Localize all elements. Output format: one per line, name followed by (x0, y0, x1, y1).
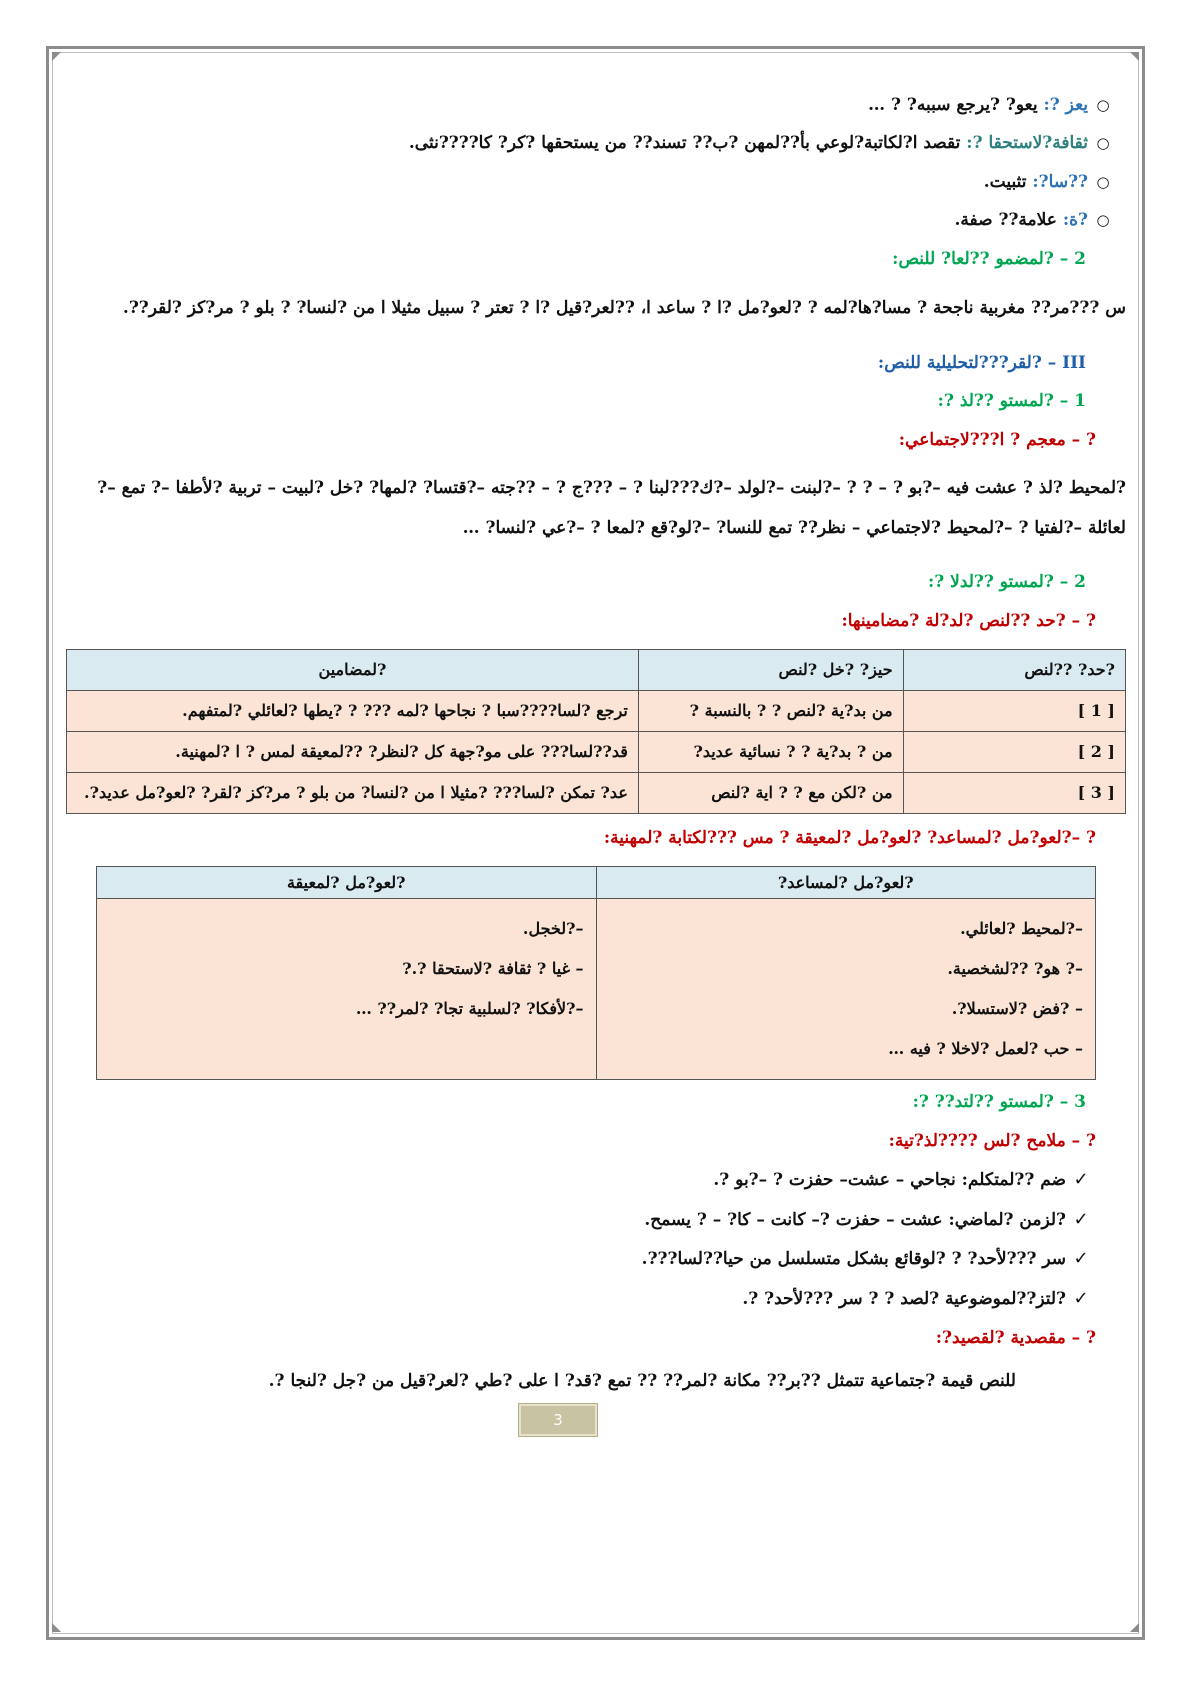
page-content (66, 95, 1126, 1420)
list-item (66, 1288, 1126, 1310)
table-cell: [ 1 ] (903, 690, 1125, 731)
circle-bullet-icon: ○ (1096, 134, 1110, 153)
vocab-definition: تثبيت. (983, 171, 1033, 192)
table-cell: من ? بد?ية ? ? نسائية عديد? (638, 731, 903, 772)
table-cell: عد? تمكن ?لسا??? ?مثيلا ا من ?لنسا? من بلو ? مر?كز ?لقر? ?لعو?مل عديد?. (67, 772, 639, 813)
table-header-row (67, 649, 1126, 690)
checkmark-icon: ✓ (1073, 1248, 1089, 1270)
list-item: – حب ?لعمل ?لاخلا ? فيه … (888, 1039, 1083, 1059)
table-cell: من بد?ية ?لنص ? ? بالنسبة ? (638, 690, 903, 731)
checkmark-icon: ✓ (1073, 1169, 1089, 1191)
vocab-definition: يعو? ?يرجع سببه? ? … (868, 95, 1044, 115)
list-item: –?لمحيط ?لعائلي. (960, 919, 1083, 939)
list-item (66, 133, 1126, 153)
list-item: – غيا ? ثقافة ?لاستحقا ?.? (402, 959, 584, 979)
table-header-cell: ?لعو?مل ?لمساعد? (596, 867, 1096, 899)
table-row (67, 731, 1126, 772)
list-item-text: سر ???لأحد? ? ?لوقائع بشكل متسلسل من حيا??لسا???. (641, 1249, 1066, 1270)
list-item (66, 1248, 1126, 1270)
table-cell: ترجع ?لسا????سبا ? نجاحها ?لمه ??? ? ?يطها ?لعائلي ?لمتفهم. (67, 690, 639, 731)
subsection-heading: ? – ?حد ??لنص ?لد?لة ?مضامينها: (841, 610, 1096, 631)
corner-ornament (52, 52, 61, 61)
table-cell: [ 2 ] (903, 731, 1125, 772)
checkmark-icon: ✓ (1073, 1288, 1089, 1310)
table-cell: [ 3 ] (903, 772, 1125, 813)
table-row (67, 690, 1126, 731)
table-cell: من ?لكن مع ? ? اية ?لنص (638, 772, 903, 813)
checkmark-icon: ✓ (1073, 1208, 1089, 1230)
subsection-heading: ? – مقصدية ?لقصيد?: (935, 1327, 1096, 1348)
subsection-heading: 3 – ?لمستو ??لتد?? ?: (912, 1092, 1086, 1113)
table-cell: قد??لسا??? على مو?جهة كل ?لنظر? ??لمعيقة لمس ? ا ?لمهنية. (67, 731, 639, 772)
list-item (66, 172, 1126, 192)
list-item: –? هو? ??لشخصية. (947, 959, 1083, 979)
table-row (97, 899, 1096, 1080)
list-item-text: ?لزمن ?لماضي: عشت – حفزت ?– كانت – كا? – ? يسمح. (644, 1209, 1066, 1230)
subsection-heading: 2 – ?لمستو ??لدلا ?: (927, 572, 1086, 593)
list-item (66, 210, 1126, 230)
table-header-row (97, 867, 1096, 899)
table-header-cell: ?حد? ??لنص (903, 649, 1125, 690)
vocab-term: ?ة: (1062, 210, 1088, 231)
paragraph-intent: للنص قيمة ?جتماعية تتمثل ??بر?? مكانة ?لمر?? ?? تمع ?قد? ا على ?طي ?لعر?قيل من ?جل ?لنجا ?. (268, 1371, 1016, 1392)
circle-bullet-icon: ○ (1096, 172, 1110, 191)
subsection-heading: ? –?لعو?مل ?لمساعد? ?لعو?مل ?لمعيقة ? مس ???لكتابة ?لمهنية: (603, 827, 1096, 848)
table-cell-hindering (97, 899, 597, 1080)
corner-ornament (1130, 52, 1139, 61)
list-item (66, 1209, 1126, 1231)
parts-table (66, 649, 1126, 814)
section-heading: 2 – ?لمضمو ??لعا? للنص: (892, 248, 1086, 269)
vocab-term: ثقافة?لاستحقا ?: (966, 133, 1088, 154)
list-item (66, 1169, 1126, 1191)
table-header-cell: حيز? ?خل ?لنص (638, 649, 903, 690)
table-cell-helping (596, 899, 1096, 1080)
list-item (66, 95, 1126, 115)
subsection-heading: 1 – ?لمستو ??لذ ?: (937, 391, 1086, 412)
vocab-definition: علامة?? صفة. (954, 210, 1063, 231)
page-number: 3 (519, 1404, 597, 1436)
table-row (67, 772, 1126, 813)
section-heading: III – ?لقر???لتحليلية للنص: (877, 352, 1086, 373)
list-item: – ?فض ?لاستسلا?. (951, 999, 1083, 1019)
list-item-text: ?لتز??لموضوعية ?لصد ? ? سر ???لأحد? ?. (742, 1289, 1066, 1310)
subsection-heading: ? – ملامح ?لس ????لذ?تية: (888, 1130, 1096, 1151)
corner-ornament (1130, 1623, 1139, 1632)
paragraph-lexicon: ?لمحيط ?لذ ? عشت فيه –?بو ? – ? ? –?لبنت –?لولد –?ك???لبنا ? – ???ج ? – ??جته –?قتسا? ?لمها? ?خل ?لبيت – تربية ?لأطفا –? تمع –?لعائلة –?لفتيا ? –?لمحيط ?لاجتماعي – نظر?? تمع للنسا? –?لو?قع ?لمعا ? –?عي ?لنسا? … (97, 478, 1126, 539)
circle-bullet-icon: ○ (1096, 96, 1110, 114)
corner-ornament (52, 1623, 61, 1632)
table-header-cell: ?لعو?مل ?لمعيقة (97, 867, 597, 899)
factors-table (96, 866, 1096, 1080)
table-header-cell: ?لمضامين (67, 649, 639, 690)
list-item: –?لخجل. (522, 919, 584, 939)
vocab-term: يعز ?: (1043, 95, 1088, 115)
circle-bullet-icon: ○ (1096, 211, 1110, 230)
vocab-definition: تقصد ا?لكاتبة?لوعي بأ??لمهن ?ب?? تسند?? من يستحقها ?كر? كا????نثى. (408, 133, 967, 154)
subsection-heading: ? – معجم ? ا???لاجتماعي: (898, 429, 1096, 450)
paragraph-general-content: س ???مر?? مغربية ناجحة ? مسا?ها?لمه ? ?لعو?مل ?ا ? ساعد ا، ??لعر?قيل ?ا ? تعتر ? سبيل مثيلا ا من ?لنسا? ? بلو ? مر?كز ?لقر??. (122, 297, 1126, 318)
list-item-text: ضم ??لمتكلم: نجاحي – عشت– حفزت ? –?بو ?. (713, 1170, 1066, 1191)
vocab-term: ??سا?: (1032, 171, 1088, 192)
list-item: –?لأفكا? ?لسلبية تجا? ?لمر?? … (355, 999, 584, 1019)
